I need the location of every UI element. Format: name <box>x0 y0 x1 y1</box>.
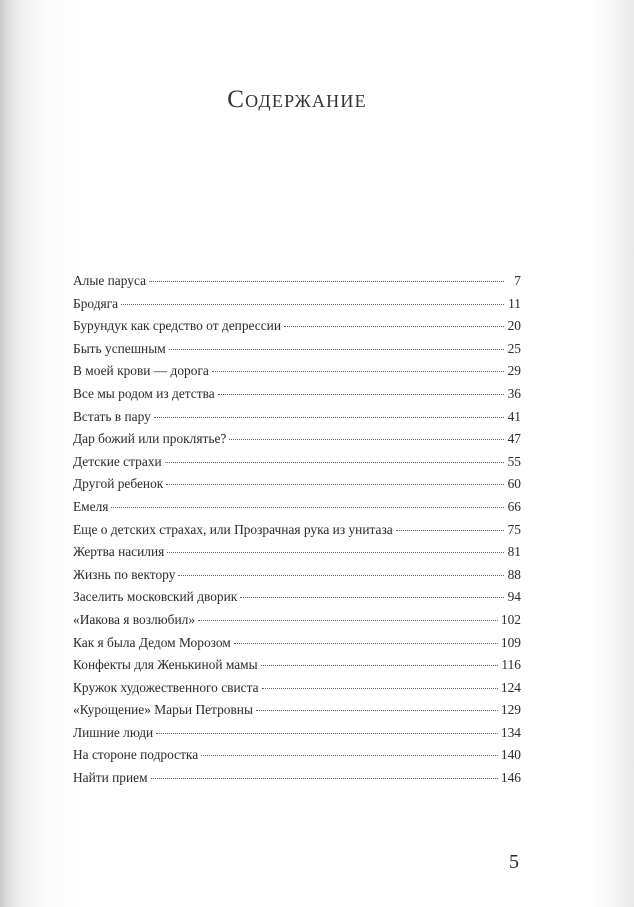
dot-leader <box>149 281 504 282</box>
toc-entry <box>73 519 521 542</box>
toc-entry <box>73 722 521 745</box>
toc-entry-page: 146 <box>500 770 521 786</box>
toc-entry-page: 134 <box>500 724 521 740</box>
toc-entry-page: 66 <box>507 498 521 514</box>
toc-entry <box>73 451 521 474</box>
toc-entry-page: 81 <box>507 544 521 560</box>
toc-entry <box>73 609 521 632</box>
toc-entry-title: Жертва насилия <box>73 544 165 560</box>
toc-entry <box>73 677 521 700</box>
toc-entry-page: 20 <box>507 318 521 334</box>
dot-leader <box>256 710 498 711</box>
toc-entry <box>73 270 521 293</box>
dot-leader <box>169 349 504 350</box>
dot-leader <box>396 530 504 531</box>
dot-leader <box>165 462 504 463</box>
dot-leader <box>166 484 504 485</box>
toc-entry-title: Другой ребенок <box>73 476 164 492</box>
toc-entry-title: В моей крови — дорога <box>73 363 209 379</box>
toc-entry-page: 129 <box>500 702 521 718</box>
toc-entry-title: Найти прием <box>73 770 148 786</box>
toc-entry-title: Бурундук как средство от депрессии <box>73 318 282 334</box>
toc-entry <box>73 496 521 519</box>
toc-entry-page: 11 <box>508 295 521 311</box>
toc-entry-page: 124 <box>500 679 521 695</box>
toc-entry-title: «Курощение» Марьи Петровны <box>73 702 253 718</box>
toc-entry-title: На стороне подростка <box>73 747 199 763</box>
dot-leader <box>167 552 504 553</box>
dot-leader <box>240 597 504 598</box>
page-title: Содержание <box>227 86 367 113</box>
toc-entry-page: 60 <box>507 476 521 492</box>
dot-leader <box>212 371 504 372</box>
toc-entry-page: 88 <box>507 566 521 582</box>
toc-entry-title: Алые паруса <box>73 273 147 288</box>
toc-entry <box>73 360 521 383</box>
toc-entry-title: Быть успешным <box>73 340 166 356</box>
toc-entry-title: Заселить московский дворик <box>73 589 238 605</box>
toc-entry-page: 47 <box>507 431 521 447</box>
dot-leader <box>201 755 498 756</box>
toc-entry-page: 94 <box>507 589 521 605</box>
toc-entry-title: Все мы родом из детства <box>73 385 215 401</box>
toc-entry <box>73 338 521 361</box>
dot-leader <box>156 733 498 734</box>
toc-entry-page: 102 <box>500 611 521 627</box>
toc-entry-page: 55 <box>507 453 521 469</box>
dot-leader <box>178 575 504 576</box>
toc-entry-title: Бродяга <box>73 295 119 311</box>
dot-leader <box>261 665 499 666</box>
toc-entry-title: Детские страхи <box>73 453 162 469</box>
toc-entry-page: 140 <box>500 747 521 763</box>
dot-leader <box>234 643 498 644</box>
dot-leader <box>154 417 504 418</box>
toc-entry-page: 36 <box>507 385 521 401</box>
toc-entry-title: Лишние люди <box>73 724 154 740</box>
dot-leader <box>151 778 498 779</box>
toc-entry <box>73 586 521 609</box>
toc-entry <box>73 315 521 338</box>
toc-entry <box>73 767 521 790</box>
toc-entry-page: 7 <box>514 273 521 288</box>
toc-entry-title: Конфекты для Женькиной мамы <box>73 657 258 673</box>
dot-leader <box>198 620 498 621</box>
toc-entry-title: Кружок художественного свиста <box>73 679 259 695</box>
toc-entry <box>73 744 521 767</box>
toc-entry-title: Жизнь по вектору <box>73 566 176 582</box>
toc-entry-page: 29 <box>507 363 521 379</box>
toc-entry-title: Емеля <box>73 498 109 514</box>
toc-entry <box>73 699 521 722</box>
toc-entry <box>73 632 521 655</box>
toc-entry <box>73 406 521 429</box>
toc-entry <box>73 473 521 496</box>
toc-entry <box>73 654 521 677</box>
toc-entry <box>73 564 521 587</box>
toc-entry-title: Дар божий или проклятье? <box>73 431 227 447</box>
dot-leader <box>218 394 504 395</box>
toc-entry-title: Как я была Дедом Морозом <box>73 634 231 650</box>
toc-entry-page: 25 <box>507 340 521 356</box>
page-number: 5 <box>509 851 519 873</box>
toc-entry-title: «Иакова я возлюбил» <box>73 611 196 627</box>
toc-entry <box>73 383 521 406</box>
toc-entry-title: Встать в пару <box>73 408 151 424</box>
toc-entry <box>73 293 521 316</box>
dot-leader <box>111 507 504 508</box>
table-of-contents <box>73 270 521 790</box>
toc-entry <box>73 541 521 564</box>
toc-entry-title: Еще о детских страхах, или Прозрачная рука из унитаза <box>73 521 393 537</box>
toc-entry-page: 109 <box>500 634 521 650</box>
toc-entry-page: 116 <box>501 657 521 673</box>
toc-entry <box>73 428 521 451</box>
toc-entry-page: 75 <box>507 521 521 537</box>
dot-leader <box>121 304 504 305</box>
dot-leader <box>262 688 498 689</box>
dot-leader <box>229 439 504 440</box>
dot-leader <box>284 326 504 327</box>
toc-entry-page: 41 <box>507 408 521 424</box>
